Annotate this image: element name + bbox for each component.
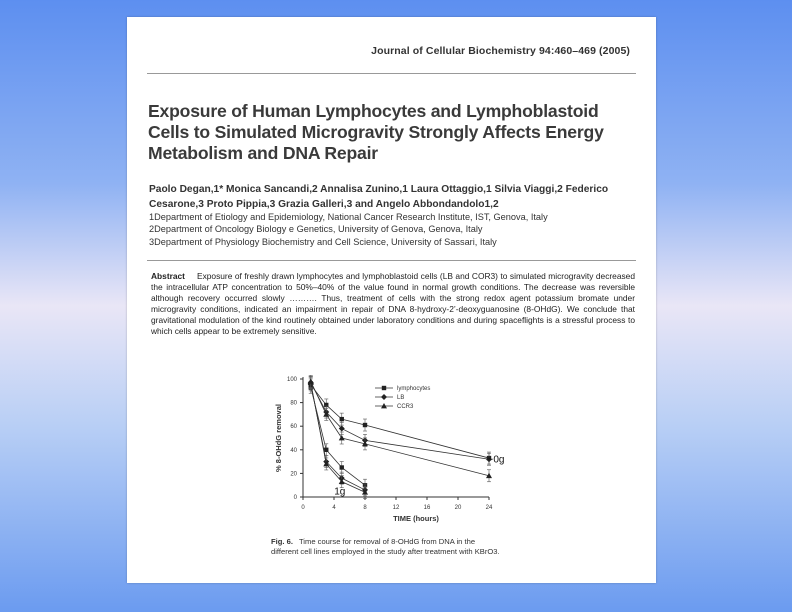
data-point <box>340 417 344 421</box>
data-point <box>363 423 367 427</box>
legend-marker <box>381 394 387 400</box>
removal-time-course-chart <box>267 367 507 523</box>
figure-caption-text: Time course for removal of 8-OHdG from DNA in the different cell lines employed in the study after treatment with KBrO3. <box>271 537 500 556</box>
abstract-rule-top <box>147 260 636 261</box>
abstract <box>151 271 635 337</box>
affiliations <box>149 211 639 248</box>
x-tick-label: 16 <box>423 505 431 511</box>
y-tick-label: 40 <box>290 447 297 454</box>
series-line <box>311 383 489 460</box>
journal-citation: Journal of Cellular Biochemistry 94:460–469 (2005) <box>371 45 630 57</box>
data-point <box>308 378 314 383</box>
series-0 <box>309 381 368 491</box>
y-axis-label: % 8-OHdG removal <box>274 404 283 472</box>
x-tick-label: 12 <box>392 505 400 511</box>
header-rule <box>147 73 636 74</box>
y-tick-label: 0 <box>293 495 297 501</box>
x-tick-label: 20 <box>454 505 462 511</box>
series-1 <box>308 378 368 496</box>
x-axis-label: TIME (hours) <box>393 514 439 523</box>
x-tick-label: 8 <box>363 505 367 511</box>
annotation-0g: ~0g <box>487 454 505 466</box>
legend-label: CCR3 <box>397 404 414 411</box>
legend-label: LB <box>397 395 405 402</box>
affiliation-3: 3Department of Physiology Biochemistry and Cell Science, University of Sassari, Italy <box>149 236 497 247</box>
legend-label: lymphocytes <box>397 386 431 393</box>
x-tick-label: 4 <box>332 505 336 511</box>
abstract-text: Exposure of freshly drawn lymphocytes and lymphoblastoid cells (LB and COR3) to simulated microgravity decreased the intracellular ATP concentration to 50%–40% of the value found in normal growth conditions. The decrease was reversible although recovery occurred slowly ………. Thus, treatment of cells with the strong redox agent potassium bromate under microgravity conditions, indicated an impairment in repair of DNA 8-hydroxy-2’-deoxyguanosine (8-OHdG). We conclude that gravitational modulation of the kind routinely obtained under laboratory conditions and during spaceflights is a stressful process to which cells appear to be extremely sensitive. <box>151 271 635 336</box>
paper-page <box>127 17 656 583</box>
figure-caption <box>271 537 503 557</box>
figure-6 <box>267 367 507 523</box>
series-line <box>311 384 365 490</box>
affiliation-1: 1Department of Etiology and Epidemiology, National Cancer Research Institute, IST, Genova, Italy <box>149 212 548 222</box>
data-point <box>324 448 328 452</box>
author-list: Paolo Degan,1* Monica Sancandi,2 Annalisa Zunino,1 Laura Ottaggio,1 Silvia Viaggi,2 Federico Cesarone,3 Proto Pippia,3 Grazia Galleri,3 and Angelo Abbondandolo1,2 <box>149 184 609 210</box>
abstract-label: Abstract <box>151 271 185 281</box>
legend-marker <box>382 386 386 390</box>
y-tick-label: 100 <box>286 377 297 383</box>
annotation-1g: 1g <box>334 486 346 498</box>
figure-label: Fig. 6. <box>271 537 293 546</box>
y-tick-label: 60 <box>290 424 297 431</box>
y-tick-label: 20 <box>290 471 297 478</box>
affiliation-2: 2Department of Oncology Biology e Genetics, University of Genova, Genova, Italy <box>149 224 483 235</box>
y-tick-label: 80 <box>290 400 297 407</box>
paper-title: Exposure of Human Lymphocytes and Lymphoblastoid Cells to Simulated Microgravity Strongly Affects Energy Metabolism and DNA Repair <box>148 101 604 163</box>
x-tick-label: 24 <box>485 505 493 511</box>
data-point <box>339 435 345 440</box>
data-point <box>340 465 344 469</box>
x-tick-label: 0 <box>301 505 305 511</box>
